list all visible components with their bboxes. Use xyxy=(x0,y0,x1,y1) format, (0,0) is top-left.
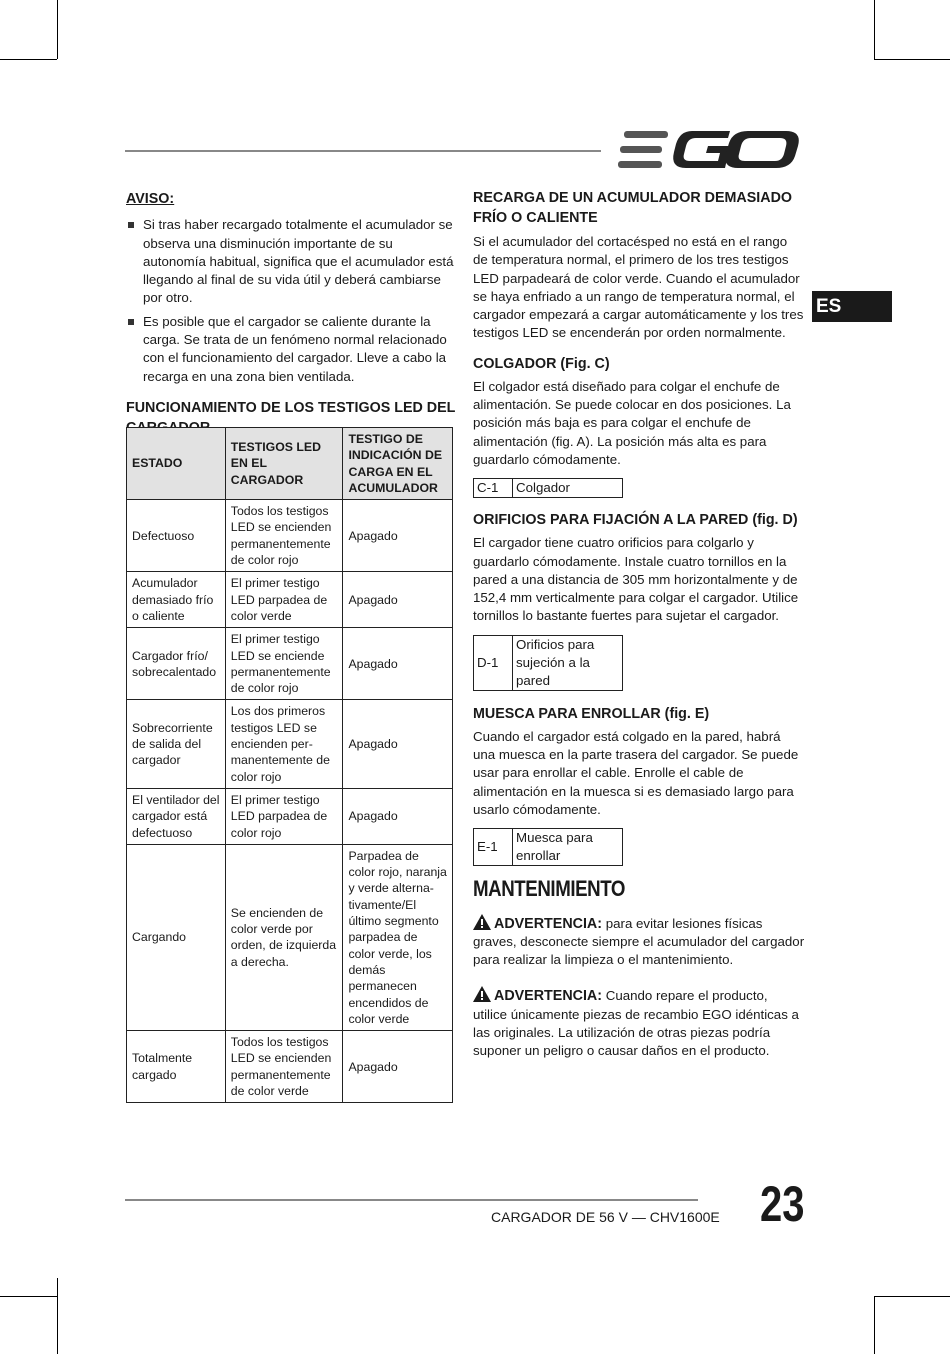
ref-label: Colgador xyxy=(513,479,623,498)
table-row xyxy=(127,572,453,628)
ref-key: C-1 xyxy=(474,479,513,498)
table-row xyxy=(127,844,453,1030)
led-status-table xyxy=(126,427,453,1103)
recarga-text: Si el acumulador del cortacésped no está en el rango de temperatura normal, el primero de los tres testigos LED parpadeará de color verde. Cuando el acumulador se haya enfriado a un rango de temperatura normal, el cargador empezará a cargar automáticamente y los tres testigos LED se encenderán por orden normalmente. xyxy=(473,234,804,341)
table-cell: Defectuoso xyxy=(127,500,226,572)
warning-label: ADVERTENCIA: xyxy=(494,915,603,932)
colgador-heading: COLGADOR (Fig. C) xyxy=(473,355,610,372)
warning-icon xyxy=(473,914,491,930)
table-row xyxy=(474,829,623,866)
table-cell: Cargando xyxy=(127,844,226,1030)
orificios-heading: ORIFICIOS PARA FIJACIÓN A LA PARED (fig. D) xyxy=(473,512,798,529)
table-cell: Apagado xyxy=(343,700,453,788)
ref-label: Muesca para enrollar xyxy=(513,829,623,866)
table-cell: Apagado xyxy=(343,572,453,628)
table-row xyxy=(127,500,453,572)
table-header-cell: ESTADO xyxy=(127,428,226,500)
table-header-cell: TESTIGO DE INDICACIÓN DE CARGA EN EL ACUMULADOR xyxy=(343,428,453,500)
table-row xyxy=(127,1031,453,1103)
crop-mark xyxy=(57,1278,58,1354)
left-column xyxy=(126,190,456,438)
table-cell: Apagado xyxy=(343,1031,453,1103)
table-cell: Apagado xyxy=(343,628,453,700)
table-cell: Los dos primeros testigos LED se encienden per-manentemente de color rojo xyxy=(225,700,343,788)
table-cell: Totalmente cargado xyxy=(127,1031,226,1103)
crop-mark xyxy=(874,59,950,60)
warning-2 xyxy=(473,986,805,1060)
crop-mark xyxy=(874,1296,950,1297)
warning-label: ADVERTENCIA: xyxy=(494,988,603,1005)
muesca-heading: MUESCA PARA ENROLLAR (fig. E) xyxy=(473,705,710,722)
table-cell: El primer testigo LED se enciende permanentemente de color rojo xyxy=(225,628,343,700)
crop-mark xyxy=(0,59,57,60)
colgador-ref-table xyxy=(473,478,623,498)
language-tab: ES xyxy=(812,291,892,322)
footer-rule xyxy=(125,1199,698,1201)
table-cell: El primer testigo LED parpadea de color rojo xyxy=(225,788,343,844)
table-row xyxy=(127,700,453,788)
ref-key: E-1 xyxy=(474,829,513,866)
muesca-ref-table xyxy=(473,828,623,866)
table-cell: Apagado xyxy=(343,500,453,572)
table-header-cell: TESTIGOS LED EN EL CARGADOR xyxy=(225,428,343,500)
table-cell: El primer testigo LED parpadea de color verde xyxy=(225,572,343,628)
table-cell: Todos los testigos LED se encienden permanentemente de color rojo xyxy=(225,500,343,572)
orificios-text: El cargador tiene cuatro orificios para colgarlo y guardarlo cómodamente. Instale cuatro tornillos en la pared a una distancia de 305 mm horizontalmente y de 152,4 mm verticalmente para colgar el cargador. Utilice tornillos lo bastante fuertes para sujetar el cargador. xyxy=(473,535,799,624)
table-row xyxy=(127,628,453,700)
colgador-text: El colgador está diseñado para colgar el enchufe de alimentación. Se puede colocar en dos posiciones. La posición más baja es para colgar el enchufe de alimentación (fig. A). La posición más alta es para guardarlo cómodamente. xyxy=(473,378,791,467)
table-cell: El ventilador del cargador está defectuoso xyxy=(127,788,226,844)
ref-label: Orificios para sujeción a la pared xyxy=(513,635,623,690)
crop-mark xyxy=(0,1296,57,1297)
table-row xyxy=(474,479,623,498)
table-row xyxy=(127,788,453,844)
led-section-heading: FUNCIONAMIENTO DE LOS TESTIGOS LED DEL xyxy=(126,399,456,416)
muesca-text: Cuando el cargador está colgado en la pared, habrá una muesca en la parte trasera del cargador. Se puede usar para enrollar el cable. Enrolle el cable de alimentación en la muesca si es demasiado largo para usarlo cómodamente. xyxy=(473,728,799,817)
warning-text: para evitar lesiones físicas graves, desconecte siempre el acumulador del cargador para realizar la limpieza o el mantenimiento. xyxy=(473,915,805,968)
warning-1 xyxy=(473,914,805,970)
footer-product: CARGADOR DE 56 V — CHV1600E xyxy=(491,1209,720,1225)
list-item: Es posible que el cargador se caliente durante la carga. Se trata de un fenómeno normal relacionado con el funcionamiento del cargador. Lleve a cabo la recarga en una zona bien ventilada. xyxy=(126,313,456,386)
right-column xyxy=(473,188,805,1061)
table-cell: Apagado xyxy=(343,788,453,844)
crop-mark xyxy=(874,1296,875,1354)
warning-text: Cuando repare el producto, utilice únicamente piezas de recambio EGO idénticas a las originales. La utilización de otras piezas podría suponer un peligro o causar daños en el producto. xyxy=(473,988,799,1059)
ego-logo xyxy=(618,128,800,172)
crop-mark xyxy=(57,0,58,59)
header-rule xyxy=(125,150,601,152)
crop-mark xyxy=(874,0,875,59)
table-cell: Sobrecorriente de salida del cargador xyxy=(127,700,226,788)
orificios-ref-table xyxy=(473,635,623,691)
table-cell: Acumulador demasiado frío o caliente xyxy=(127,572,226,628)
list-item: Si tras haber recargado totalmente el acumulador se observa una disminución importante de su autonomía habitual, significa que el acumulador está llegando al final de su vida útil y deberá cambiarse por otro. xyxy=(126,216,456,307)
warning-icon xyxy=(473,986,491,1002)
page-number: 23 xyxy=(760,1176,805,1232)
table-cell: Todos los testigos LED se encienden permanentemente de color verde xyxy=(225,1031,343,1103)
table-cell: Parpadea de color rojo, naranja y verde alterna-tivamente/El último segmento parpadea de color verde, los demás permanecen encendidos de color verde xyxy=(343,844,453,1030)
table-cell: Se encienden de color verde por orden, de izquierda a derecha. xyxy=(225,844,343,1030)
table-header-row xyxy=(127,428,453,500)
recarga-heading: RECARGA DE UN ACUMULADOR DEMASIADO FRÍO O CALIENTE xyxy=(473,190,793,226)
ref-key: D-1 xyxy=(474,635,513,690)
aviso-list xyxy=(126,216,456,386)
mantenimiento-heading: MANTENIMIENTO xyxy=(473,876,626,902)
aviso-title: AVISO: xyxy=(126,191,175,207)
table-cell: Cargador frío/ sobrecalentado xyxy=(127,628,226,700)
table-row xyxy=(474,635,623,690)
